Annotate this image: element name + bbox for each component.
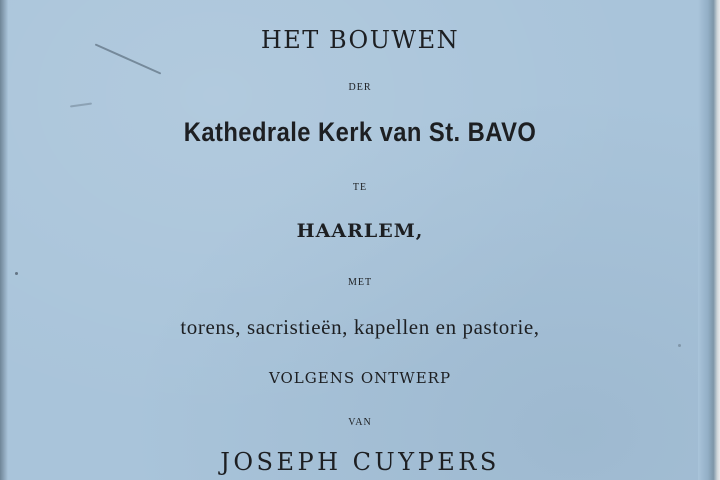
title-line-van: VAN [348, 417, 372, 428]
paper-speck [678, 344, 681, 347]
title-line-het-bouwen: HET BOUWEN [260, 26, 460, 54]
title-line-volgens-ontwerp: VOLGENS ONTWERP [268, 369, 452, 387]
title-line-te: TE [352, 182, 368, 193]
title-line-haarlem: HAARLEM, [296, 220, 424, 242]
title-line-met: MET [347, 277, 373, 288]
title-line-architect: JOSEPH CUYPERS [220, 448, 500, 476]
paper-speck [15, 272, 18, 275]
title-line-contents: torens, sacristieën, kapellen en pastorie, [180, 315, 540, 339]
paper-scuff-mark [70, 102, 92, 107]
title-line-der: DER [348, 82, 372, 93]
title-line-cathedral: Kathedrale Kerk van St. BAVO [183, 117, 537, 147]
